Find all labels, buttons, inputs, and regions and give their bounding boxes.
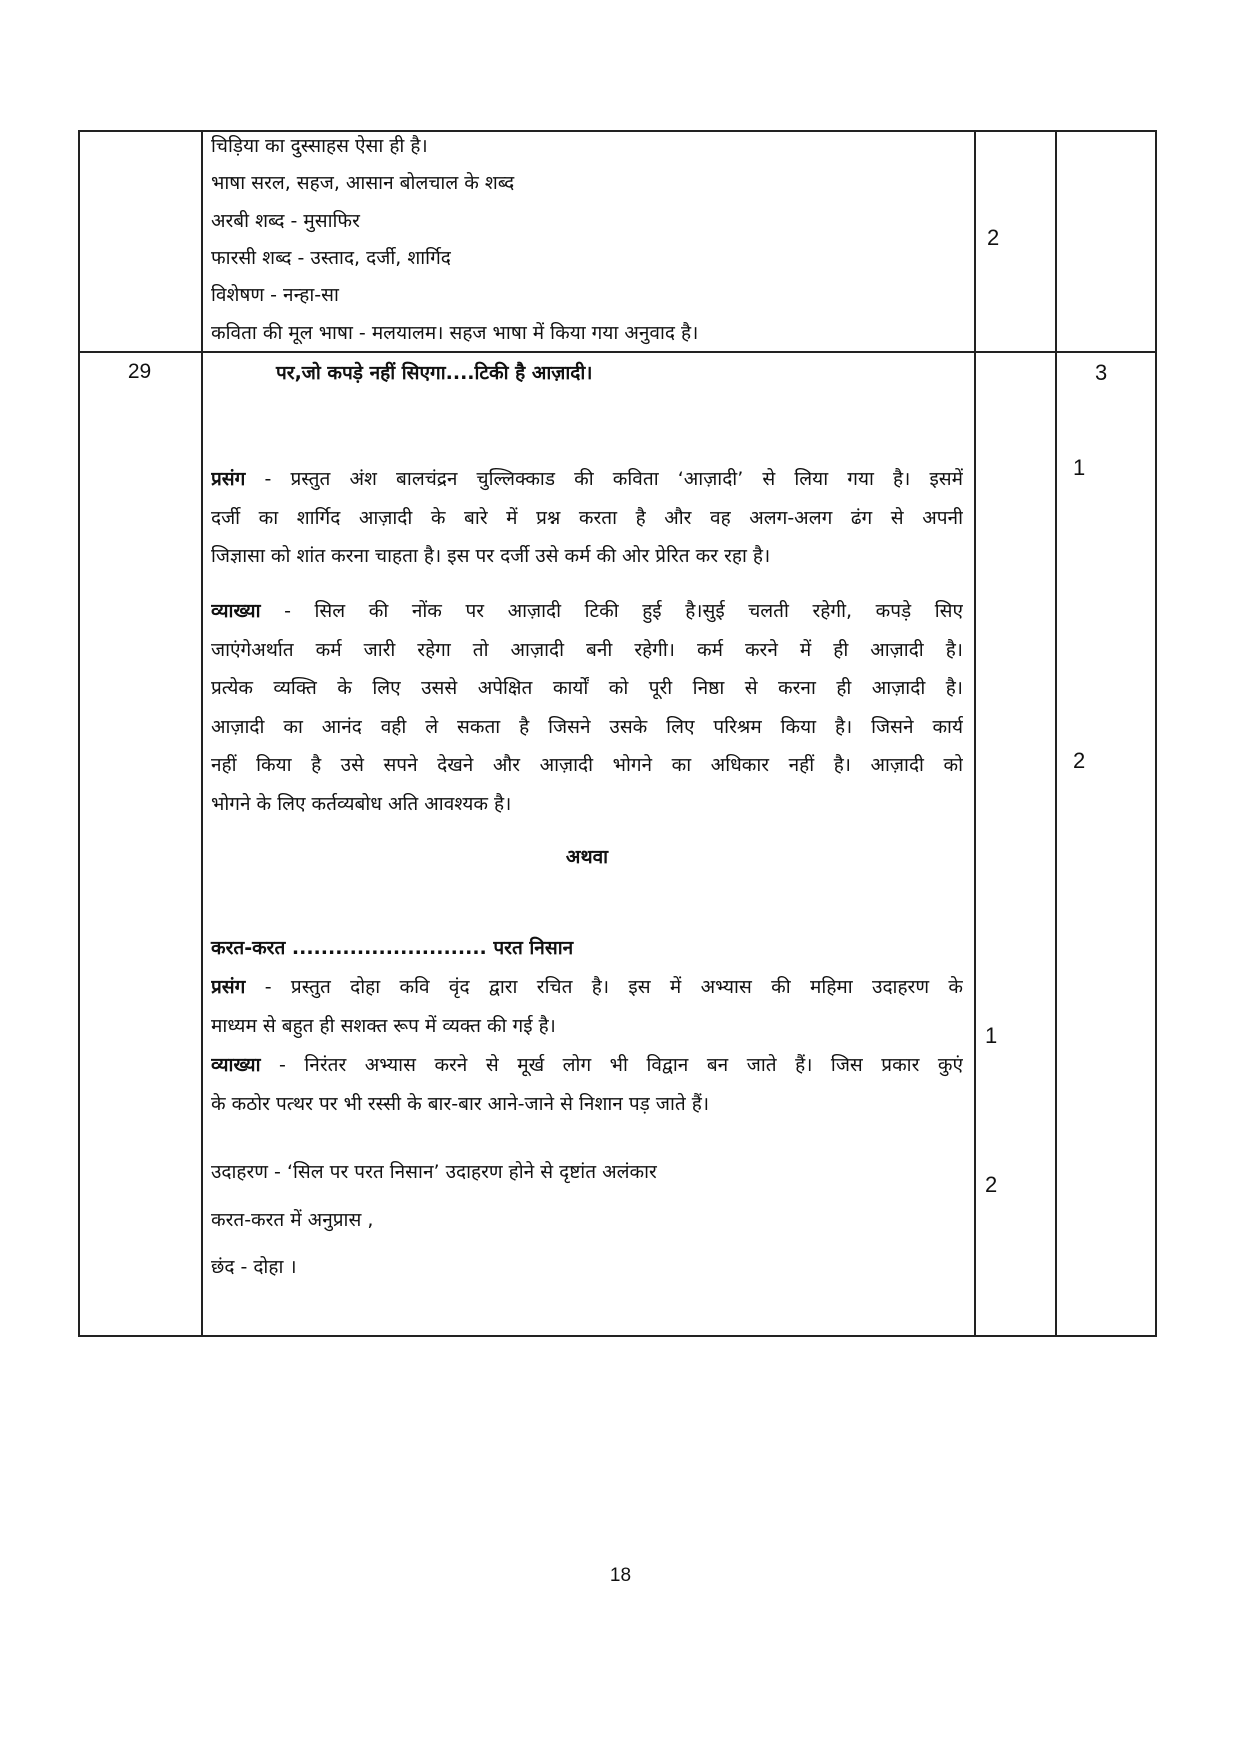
question-total-marks: 3 bbox=[1095, 360, 1108, 385]
top-line-2: भाषा सरल, सहज, आसान बोलचाल के शब्द bbox=[211, 172, 515, 194]
prasang-line-2: दर्जी का शार्गिद आज़ादी के बारे में प्रश्न करता है और वह अलग-अलग ढंग से अपनी bbox=[211, 506, 963, 529]
prasang-marks: 1 bbox=[1073, 455, 1086, 480]
prasang-line-1: - प्रस्तुत अंश बालचंद्रन चुल्लिक्काड की कविता ‘आज़ादी’ से लिया गया है। इसमें bbox=[245, 468, 963, 490]
question-number: 29 bbox=[127, 360, 152, 383]
prasang-paragraph bbox=[211, 460, 963, 576]
top-line-1: चिड़िया का दुस्साहस ऐसा ही है। bbox=[211, 135, 428, 157]
column-divider-qno bbox=[201, 130, 203, 1337]
row-divider bbox=[78, 351, 1157, 353]
answer-table bbox=[78, 130, 1157, 1337]
alt-chhand-line: छंद - दोहा । bbox=[211, 1256, 297, 1278]
prasang-line-3: जिज्ञासा को शांत करना चाहता है। इस पर दर्जी उसे कर्म की ओर प्रेरित कर रहा है। bbox=[211, 545, 771, 567]
vyakhya-line-4: आज़ादी का आनंद वही ले सकता है जिसने उसके लिए परिश्रम किया है। जिसने कार्य bbox=[211, 715, 963, 738]
top-line-6: कविता की मूल भाषा - मलयालम। सहज भाषा में किया गया अनुवाद है। bbox=[211, 322, 699, 344]
vyakhya-label: व्याख्या bbox=[211, 600, 261, 622]
alt-prasang-line-1: - प्रस्तुत दोहा कवि वृंद द्वारा रचित है। इस में अभ्यास की महिमा उदाहरण के bbox=[245, 976, 963, 998]
vyakhya-line-1: - सिल की नोंक पर आज़ादी टिकी हुई है।सुई चलती रहेगी, कपड़े सिए bbox=[260, 600, 963, 622]
column-divider-total bbox=[1055, 130, 1057, 1337]
table-left-border bbox=[78, 130, 80, 1337]
top-line-5: विशेषण - नन्हा-सा bbox=[211, 284, 339, 306]
vyakhya-paragraph bbox=[211, 592, 963, 823]
top-line-4: फारसी शब्द - उस्ताद, दर्जी, शार्गिद bbox=[211, 247, 451, 269]
alt-prasang-paragraph bbox=[211, 968, 963, 1045]
vyakhya-line-5: नहीं किया है उसे सपने देखने और आज़ादी भोगने का अधिकार नहीं है। आज़ादी को bbox=[211, 754, 963, 776]
vyakhya-marks: 2 bbox=[1073, 748, 1086, 773]
alt-prasang-label: प्रसंग bbox=[211, 976, 246, 998]
alt-vyakhya-paragraph bbox=[211, 1046, 963, 1123]
page-number: 18 bbox=[609, 1565, 632, 1586]
table-bottom-border bbox=[78, 1335, 1157, 1337]
prasang-label: प्रसंग bbox=[211, 468, 246, 490]
table-right-border bbox=[1155, 130, 1157, 1337]
alt-vyakhya-marks: 2 bbox=[985, 1172, 998, 1197]
column-divider-marks bbox=[974, 130, 976, 1337]
alt-udaharan-line: उदाहरण - ‘सिल पर परत निसान’ उदाहरण होने से दृष्टांत अलंकार bbox=[211, 1161, 657, 1183]
table-top-border bbox=[78, 130, 1157, 132]
vyakhya-line-6: भोगने के लिए कर्तव्यबोध अति आवश्यक है। bbox=[211, 792, 512, 815]
top-line-3: अरबी शब्द - मुसाफिर bbox=[211, 210, 360, 232]
alt-vyakhya-label: व्याख्या bbox=[211, 1054, 261, 1076]
alt-title: करत-करत ........................... परत निसान bbox=[211, 937, 574, 959]
alt-vyakhya-line-1: - निरंतर अभ्यास करने से मूर्ख लोग भी विद्वान बन जाते हैं। जिस प्रकार कुएं bbox=[260, 1054, 963, 1076]
question-title: पर,जो कपड़े नहीं सिएगा....टिकी है आज़ादी। bbox=[276, 362, 593, 384]
vyakhya-line-2: जाएंगेअर्थात कर्म जारी रहेगा तो आज़ादी बनी रहेगी। कर्म करने में ही आज़ादी है। bbox=[211, 638, 963, 661]
alt-prasang-marks: 1 bbox=[985, 1023, 998, 1048]
top-block-marks: 2 bbox=[987, 225, 1000, 250]
vyakhya-line-3: प्रत्येक व्यक्ति के लिए उससे अपेक्षित कार्यों को पूरी निष्ठा से करना ही आज़ादी है। bbox=[211, 677, 963, 699]
alt-vyakhya-line-2: के कठोर पत्थर पर भी रस्सी के बार-बार आने-जाने से निशान पड़ जाते हैं। bbox=[211, 1092, 710, 1115]
alt-anupras-line: करत-करत में अनुप्रास , bbox=[211, 1209, 374, 1231]
alt-prasang-line-2: माध्यम से बहुत ही सशक्त रूप में व्यक्त की गई है। bbox=[211, 1014, 556, 1037]
athva-heading: अथवा bbox=[565, 846, 609, 868]
